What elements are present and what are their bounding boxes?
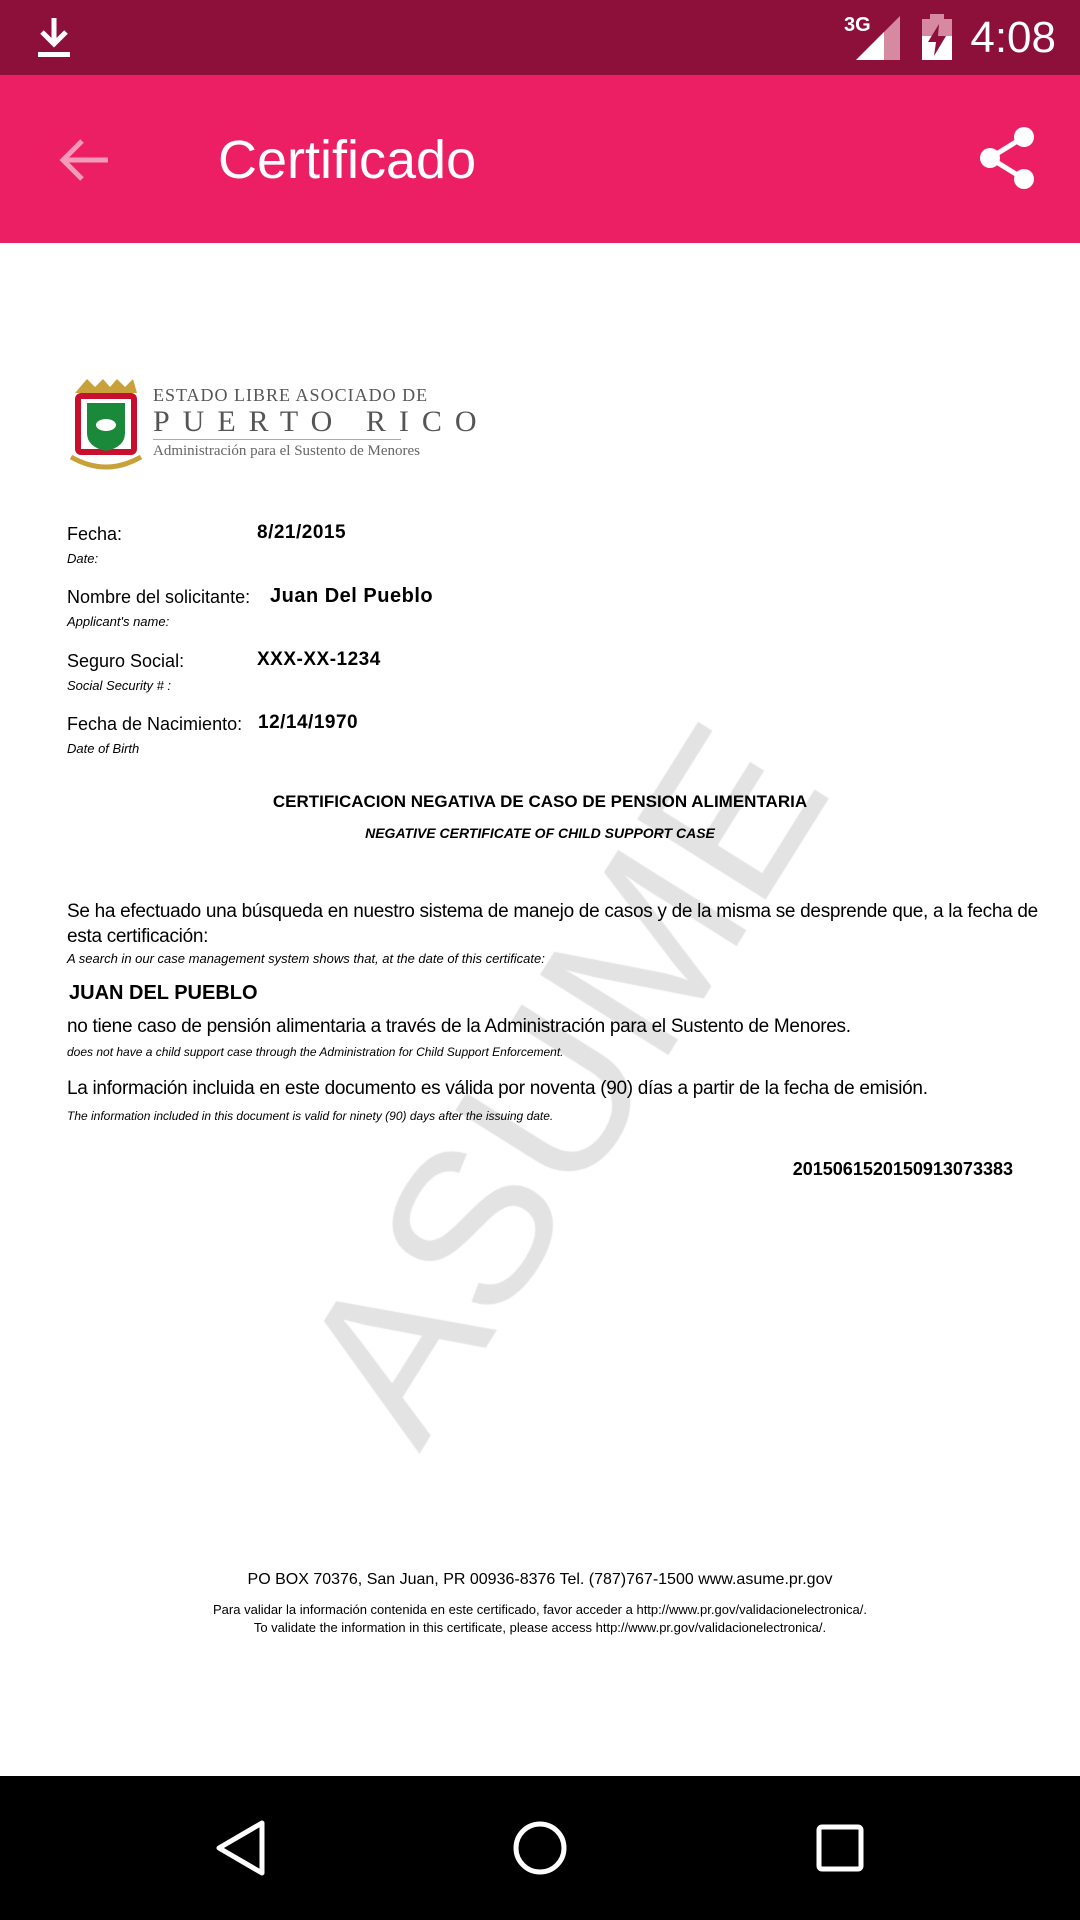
certificate-heading: CERTIFICACION NEGATIVA DE CASO DE PENSION ALIMENTARIA xyxy=(272,792,808,811)
paragraph-search-line2: esta certificación: xyxy=(67,926,209,947)
logo-line2: PUERTO RICO xyxy=(153,405,490,438)
field-sublabel-dob: Date of Birth xyxy=(67,741,140,756)
certificate-subheading: NEGATIVE CERTIFICATE OF CHILD SUPPORT CASE xyxy=(365,825,715,841)
paragraph-validity: La información incluida en este documento es válida por noventa (90) días a partir de la fecha de emisión. xyxy=(67,1078,928,1099)
paragraph-search-line1: Se ha efectuado una búsqueda en nuestro sistema de manejo de casos y de la misma se desprende que, a la fecha de xyxy=(67,901,1038,922)
footer-validation-es: Para validar la información contenida en este certificado, favor acceder a http://www.pr.gov/validacionelectronica/. xyxy=(213,1602,867,1617)
field-label-name: Nombre del solicitante: xyxy=(67,587,251,607)
field-value-dob: 12/14/1970 xyxy=(258,712,359,733)
footer-address: PO BOX 70376, San Juan, PR 00936-8376 Tel. (787)767-1500 www.asume.pr.gov xyxy=(247,1571,833,1588)
certificate-number: 2015061520150913073383 xyxy=(792,1159,1013,1179)
field-value-name: Juan Del Pueblo xyxy=(270,585,434,607)
field-value-ssn: XXX-XX-1234 xyxy=(257,649,381,670)
logo-line1: ESTADO LIBRE ASOCIADO DE xyxy=(153,385,429,405)
page-title: Certificado xyxy=(218,130,477,190)
status-bar xyxy=(0,0,1080,75)
field-sublabel-name: Applicant's name: xyxy=(67,614,170,629)
nav-recents-icon[interactable] xyxy=(816,1824,864,1872)
nav-home-icon[interactable] xyxy=(512,1820,568,1876)
paragraph-search-en: A search in our case management system shows that, at the date of this certificate: xyxy=(67,951,545,966)
nav-back-icon[interactable] xyxy=(214,1819,266,1877)
field-label-date: Fecha: xyxy=(67,524,123,544)
navigation-bar xyxy=(0,1776,1080,1920)
clock: 4:08 xyxy=(970,13,1056,62)
share-icon[interactable] xyxy=(978,127,1036,189)
app-bar xyxy=(0,75,1080,243)
field-label-ssn: Seguro Social: xyxy=(67,651,185,671)
paragraph-no-case: no tiene caso de pensión alimentaria a través de la Administración para el Sustento de Menores. xyxy=(67,1016,851,1037)
battery-charging-icon xyxy=(922,14,952,60)
logo-line3: Administración para el Sustento de Menores xyxy=(153,443,421,459)
paragraph-validity-en: The information included in this document is valid for ninety (90) days after the issuing date. xyxy=(67,1109,554,1123)
field-label-dob: Fecha de Nacimiento: xyxy=(67,714,243,734)
field-sublabel-date: Date: xyxy=(67,551,99,566)
logo-divider xyxy=(153,439,401,440)
footer-validation-en: To validate the information in this certificate, please access http://www.pr.gov/validacionelectronica/. xyxy=(253,1620,827,1635)
field-value-date: 8/21/2015 xyxy=(257,522,347,543)
puerto-rico-seal-logo xyxy=(67,377,145,471)
field-sublabel-ssn: Social Security # : xyxy=(67,678,172,693)
network-type: 3G xyxy=(844,14,871,36)
paragraph-no-case-en: does not have a child support case through the Administration for Child Support Enforcement. xyxy=(67,1045,564,1059)
download-icon xyxy=(36,16,72,60)
applicant-name-upper: JUAN DEL PUEBLO xyxy=(69,982,258,1004)
back-arrow-icon[interactable] xyxy=(58,137,110,183)
signal-icon xyxy=(856,16,900,60)
